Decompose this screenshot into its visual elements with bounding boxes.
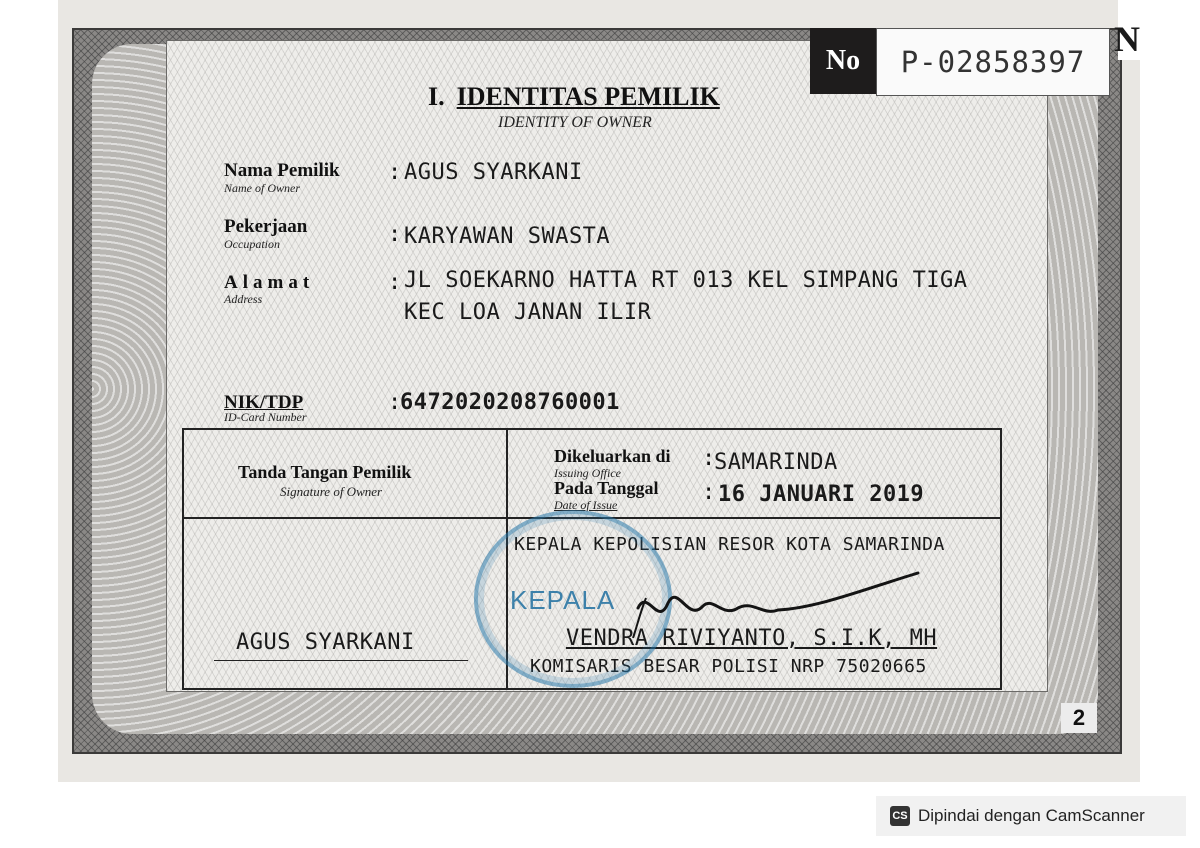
owner-printed-name: AGUS SYARKANI	[236, 630, 415, 655]
serial-prefix: No	[810, 28, 876, 94]
nik-sublabel: ID-Card Number	[224, 410, 307, 424]
official-rank: KOMISARIS BESAR POLISI NRP 75020665	[530, 656, 927, 677]
section-subtitle: IDENTITY OF OWNER	[498, 114, 652, 131]
section-title	[428, 82, 720, 112]
issuing-office-label: Dikeluarkan di	[554, 446, 671, 466]
owner-signature-line	[214, 660, 468, 661]
address-colon: :	[388, 270, 402, 295]
occupation-colon: :	[388, 222, 402, 247]
nik-value: 6472020208760001	[400, 390, 620, 415]
page-number: 2	[1061, 703, 1097, 733]
issuing-office-colon: :	[702, 446, 716, 471]
occupation-label: Pekerjaan	[224, 216, 308, 237]
camscanner-label: Dipindai dengan CamScanner	[918, 806, 1145, 825]
corner-letter: N	[1114, 19, 1140, 59]
section-title-text: IDENTITAS PEMILIK	[456, 82, 720, 111]
camscanner-watermark	[876, 796, 1186, 836]
name-sublabel: Name of Owner	[224, 181, 300, 195]
issuing-office-sublabel: Issuing Office	[554, 466, 621, 480]
official-name: VENDRA RIVIYANTO, S.I.K, MH	[566, 626, 938, 651]
date-label: Pada Tanggal	[554, 478, 659, 498]
occupation-value: KARYAWAN SWASTA	[404, 224, 611, 249]
name-colon: :	[388, 160, 402, 185]
nik-label: NIK/TDP	[224, 392, 304, 413]
address-line2: KEC LOA JANAN ILIR	[404, 300, 652, 325]
official-title: KEPALA KEPOLISIAN RESOR KOTA SAMARINDA	[514, 534, 945, 555]
scanned-document	[58, 0, 1140, 782]
camscanner-icon: CS	[890, 806, 910, 826]
date-value: 16 JANUARI 2019	[718, 482, 925, 507]
date-sublabel: Date of Issue	[554, 498, 618, 512]
date-colon: :	[702, 480, 716, 505]
serial-number: P-02858397	[876, 28, 1110, 96]
address-label: Alamat	[224, 272, 315, 293]
owner-signature-label: Tanda Tangan Pemilik	[238, 462, 412, 482]
issuing-office-value: SAMARINDA	[714, 450, 838, 475]
nik-colon: :	[388, 390, 402, 415]
section-number: I.	[428, 82, 445, 111]
stamp-text: KEPALA	[510, 585, 616, 615]
address-sublabel: Address	[224, 292, 263, 306]
name-value: AGUS SYARKANI	[404, 160, 583, 185]
name-label: Nama Pemilik	[224, 160, 340, 181]
official-signature-icon	[628, 568, 928, 638]
owner-signature-sublabel: Signature of Owner	[280, 484, 383, 499]
address-line1: JL SOEKARNO HATTA RT 013 KEL SIMPANG TIGA	[404, 268, 968, 293]
occupation-sublabel: Occupation	[224, 237, 280, 251]
